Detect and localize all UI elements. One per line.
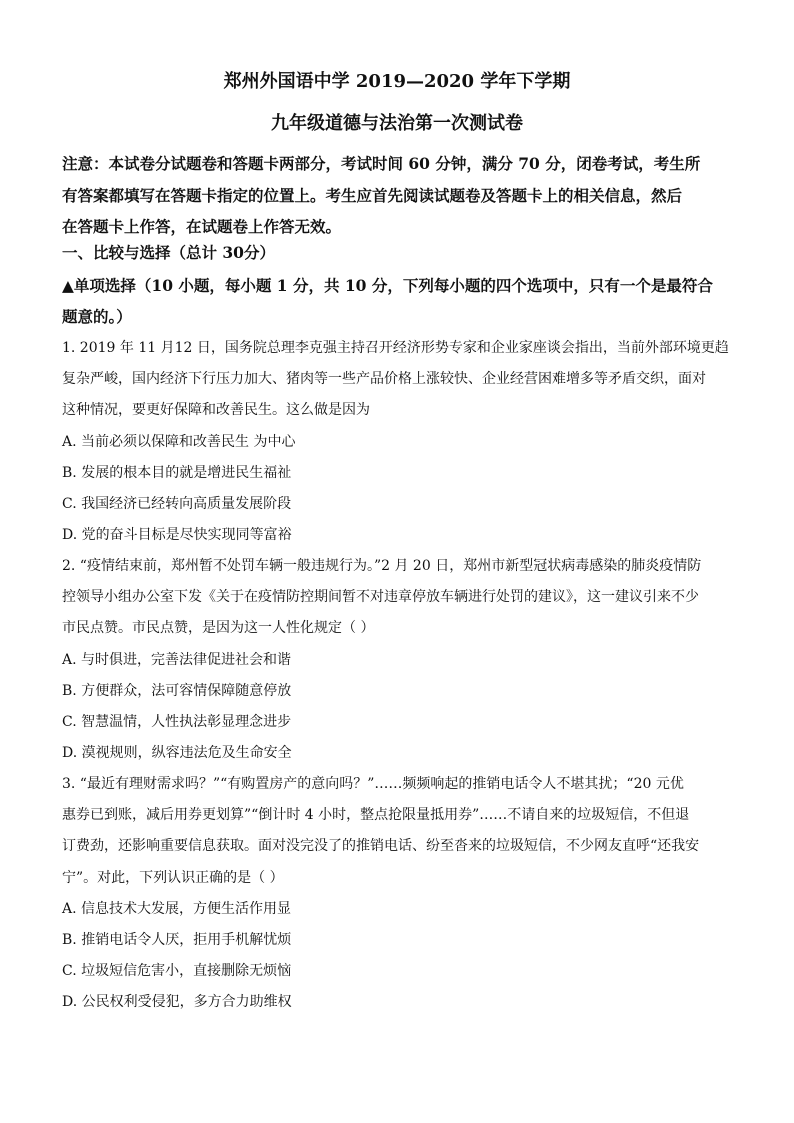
notice-line: 在答题卡上作答，在试题卷上作答无效。 [62, 217, 342, 236]
option-b: B. 方便群众，法可容情保障随意停放 [62, 682, 292, 699]
instruction-line: 题意的。） [62, 307, 132, 326]
question-stem-line: 这种情况，要更好保障和改善民生。这么做是因为 [62, 402, 370, 419]
notice-line: 有答案都填写在答题卡指定的位置上。考生应首先阅读试题卷及答题卡上的相关信息，然后 [62, 185, 683, 205]
question-stem-line: 2. “疫情结束前，郑州暂不处罚车辆一般违规行为。”2 月 20 日，郑州市新型冠状病毒感染的肺炎疫情防 [62, 558, 702, 574]
option-b: B. 推销电话令人厌，拒用手机解忧烦 [62, 932, 292, 949]
question-stem-line: 复杂严峻，国内经济下行压力加大、猪肉等一些产品价格上涨较快、企业经营困难增多等矛盾交织，面对 [62, 371, 706, 388]
question-stem-line: 订费劲，还影响重要信息获取。面对没完没了的推销电话、纷至沓来的垃圾短信，不少网友直呼“还我安 [62, 838, 700, 855]
option-b: B. 发展的根本目的就是增进民生福祉 [62, 464, 292, 481]
exam-title-line2: 九年级道德与法治第一次测试卷 [271, 113, 523, 134]
exam-notice [62, 148, 734, 243]
question-stem-line: 3. “最近有理财需求吗？”“有购置房产的意向吗？”……频频响起的推销电话令人不堪其扰；“20 元优 [62, 776, 684, 792]
question-stem-line: 惠券已到账，减后用券更划算”“倒计时 4 小时，整点抢限量抵用券”……不请自来的垃圾短信，不但退 [62, 807, 690, 824]
option-c: C. 垃圾短信危害小，直接删除无烦恼 [62, 963, 292, 980]
option-c: C. 我国经济已经转向高质量发展阶段 [62, 496, 292, 513]
question-stem-line: 控领导小组办公室下发《关于在疫情防控期间暂不对违章停放车辆进行处罚的建议》，这一建议引来不少 [62, 589, 699, 606]
option-a: A. 当前必须以保障和改善民生 为中心 [62, 433, 296, 450]
option-a: A. 信息技术大发展，方便生活作用显 [62, 900, 292, 917]
question-stem-line: 市民点赞。市民点赞，是因为这一人性化规定（ ） [62, 620, 375, 637]
notice-line: 注意：本试卷分试题卷和答题卡两部分，考试时间 60 分钟，满分 70 分，闭卷考试，考生所 [62, 154, 701, 173]
section-instruction [62, 270, 734, 332]
option-d: D. 公民权利受侵犯，多方合力助维权 [62, 994, 292, 1011]
option-c: C. 智慧温情，人性执法彰显理念进步 [62, 714, 292, 731]
question-stem-line: 1. 2019 年 11 月12 日，国务院总理李克强主持召开经济形势专家和企业家座谈会指出，当前外部环境更趋 [62, 340, 729, 356]
option-d: D. 党的奋斗目标是尽快实现同等富裕 [62, 527, 292, 544]
question-stem-line: 宁”。对此，下列认识正确的是（ ） [62, 869, 284, 886]
question-3 [62, 769, 734, 1019]
section-heading: 一、比较与选择（总计 30分） [62, 243, 275, 262]
exam-title-line1: 郑州外国语中学 2019—2020 学年下学期 [223, 71, 571, 92]
instruction-line: ▲单项选择（10 小题，每小题 1 分，共 10 分，下列每小题的四个选项中，只有一个是最符合 [62, 276, 713, 295]
question-1 [62, 333, 734, 551]
question-2 [62, 551, 734, 769]
option-a: A. 与时俱进，完善法律促进社会和谐 [62, 651, 292, 668]
option-d: D. 漠视规则，纵容违法危及生命安全 [62, 745, 292, 762]
